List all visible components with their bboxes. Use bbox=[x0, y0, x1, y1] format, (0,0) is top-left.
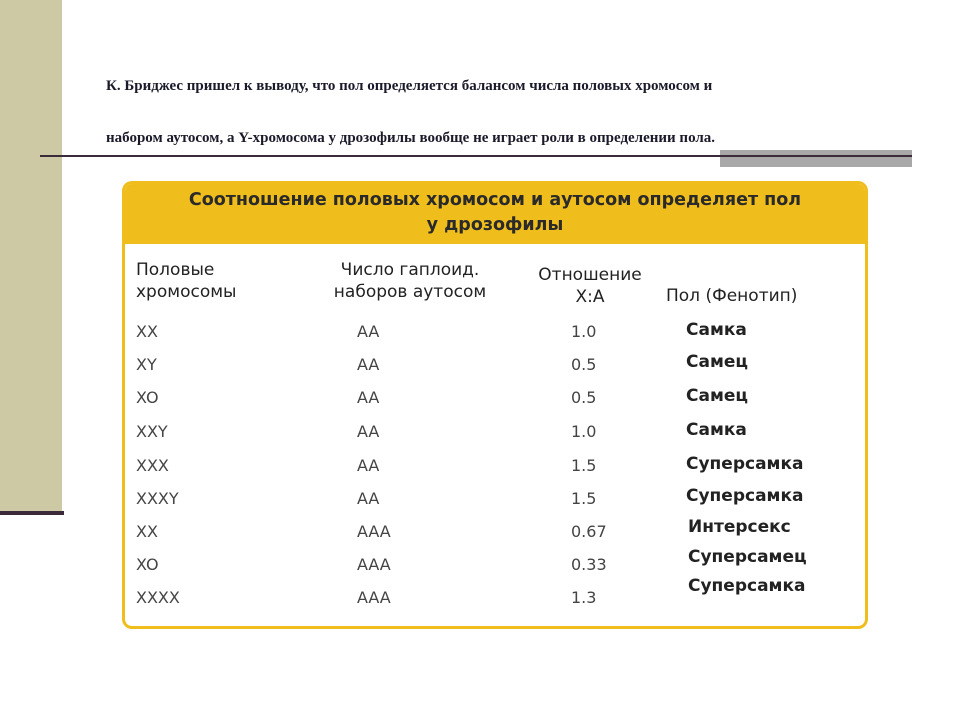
cell-sex-phenotype: Суперсамка bbox=[686, 454, 804, 474]
intro-line-2: набором аутосом, а Y-хромосома у дрозофилы вообще не играет роли в определении пола. bbox=[106, 130, 716, 146]
cell-sex-phenotype: Суперсамка bbox=[688, 576, 806, 596]
cell-sex-phenotype: Самка bbox=[686, 420, 747, 440]
cell-ratio: 1.3 bbox=[571, 588, 597, 607]
cell-autosomes: AA bbox=[357, 355, 380, 374]
cell-sex-chromosomes: XY bbox=[136, 355, 157, 374]
table-title-line-1: Соотношение половых хромосом и аутосом определяет пол bbox=[188, 190, 802, 210]
cell-sex-chromosomes: XX bbox=[136, 322, 158, 341]
intro-line-1: К. Бриджес пришел к выводу, что пол определяется балансом числа половых хромосом и bbox=[106, 78, 713, 94]
column-header-ratio-line1: Отношение bbox=[538, 265, 642, 285]
cell-autosomes: AA bbox=[357, 388, 380, 407]
column-header-sex-chromosomes bbox=[136, 259, 236, 303]
left-decor-line bbox=[0, 511, 64, 515]
cell-ratio: 1.5 bbox=[571, 456, 597, 475]
cell-sex-chromosomes: XXX bbox=[136, 456, 169, 475]
intro-text bbox=[106, 60, 906, 164]
cell-ratio: 0.33 bbox=[571, 555, 607, 574]
left-decor-band bbox=[0, 0, 62, 514]
column-header-sex: Пол (Фенотип) bbox=[666, 286, 798, 306]
cell-sex-phenotype: Суперсамка bbox=[686, 486, 804, 506]
cell-autosomes: AA bbox=[357, 456, 380, 475]
column-header-autosomes bbox=[310, 259, 510, 303]
column-header-autosomes-line2: наборов аутосом bbox=[333, 282, 487, 302]
cell-sex-chromosomes: XXXY bbox=[136, 489, 179, 508]
cell-ratio: 1.5 bbox=[571, 489, 597, 508]
cell-autosomes: AAA bbox=[357, 522, 391, 541]
cell-autosomes: AAA bbox=[357, 555, 391, 574]
cell-ratio: 0.5 bbox=[571, 355, 597, 374]
cell-sex-chromosomes: XX bbox=[136, 522, 158, 541]
cell-ratio: 0.67 bbox=[571, 522, 607, 541]
cell-autosomes: AA bbox=[357, 489, 380, 508]
cell-autosomes: AA bbox=[357, 322, 380, 341]
cell-ratio: 1.0 bbox=[571, 422, 597, 441]
column-header-ratio-line2: X:A bbox=[575, 287, 605, 307]
cell-autosomes: AAA bbox=[357, 588, 391, 607]
table-title bbox=[125, 184, 865, 244]
table-title-line-2: у дрозофилы bbox=[426, 215, 564, 235]
column-header-sex-chromosomes-line1: Половые bbox=[136, 260, 215, 280]
cell-autosomes: AA bbox=[357, 422, 380, 441]
data-table bbox=[122, 181, 868, 629]
cell-sex-chromosomes: XXXX bbox=[136, 588, 180, 607]
cell-sex-phenotype: Самка bbox=[686, 320, 747, 340]
column-header-autosomes-line1: Число гаплоид. bbox=[340, 260, 480, 280]
cell-sex-phenotype: Самец bbox=[686, 352, 748, 372]
cell-ratio: 0.5 bbox=[571, 388, 597, 407]
column-header-ratio bbox=[525, 264, 655, 308]
cell-ratio: 1.0 bbox=[571, 322, 597, 341]
cell-sex-chromosomes: XXY bbox=[136, 422, 168, 441]
cell-sex-phenotype: Самец bbox=[686, 386, 748, 406]
cell-sex-chromosomes: XO bbox=[136, 388, 159, 407]
cell-sex-phenotype: Суперсамец bbox=[688, 547, 807, 567]
cell-sex-phenotype: Интерсекс bbox=[688, 517, 791, 537]
decor-gray-bar bbox=[720, 150, 912, 167]
column-header-sex-chromosomes-line2: хромосомы bbox=[136, 282, 237, 302]
cell-sex-chromosomes: XO bbox=[136, 555, 159, 574]
